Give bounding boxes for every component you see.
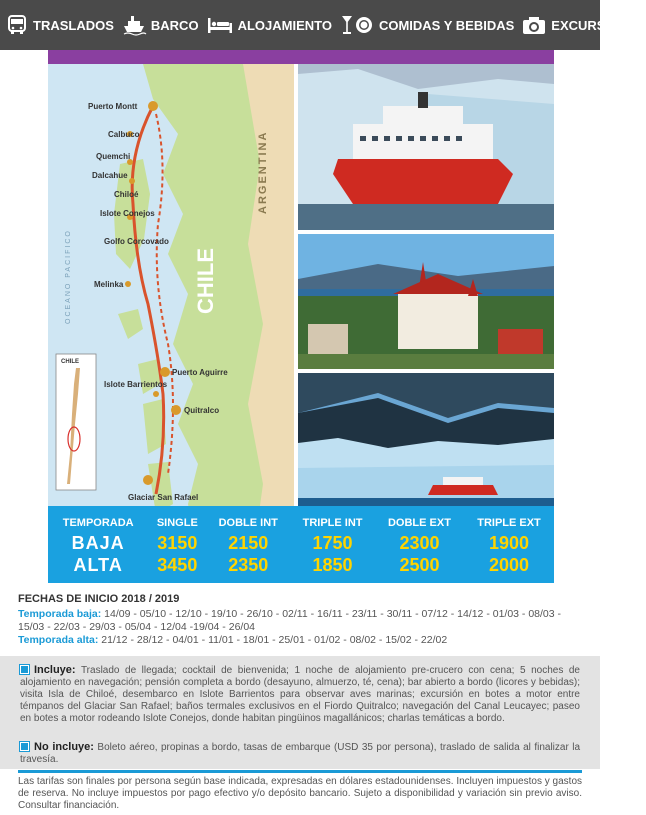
services-bar	[0, 0, 646, 50]
price-cell: 1850	[312, 554, 353, 575]
map-label-islote-barrientos: Islote Barrientos	[104, 380, 168, 389]
price-table	[48, 506, 554, 583]
low-season-dates	[18, 608, 588, 634]
nav-label: COMIDAS Y BEBIDAS	[378, 17, 515, 33]
nav-traslados[interactable]	[6, 14, 114, 36]
season-label: BAJA	[71, 532, 125, 553]
excludes-heading: No incluye:	[34, 741, 94, 753]
includes-heading: Incluye:	[34, 664, 76, 676]
map-label-chiloe: Chiloé	[114, 190, 139, 199]
price-cell: 2150	[228, 532, 269, 553]
price-cell: 2350	[228, 554, 269, 575]
price-cell: 1750	[312, 532, 353, 553]
map-label-chile: CHILE	[193, 248, 218, 314]
col-triple-ext: TRIPLE EXT	[477, 517, 541, 529]
map-label-dalcahue: Dalcahue	[92, 171, 128, 180]
inset-label: CHILE	[61, 359, 79, 365]
price-cell: 2000	[488, 554, 530, 575]
inclusions-box	[0, 656, 600, 769]
price-header-row	[48, 514, 554, 532]
bullet-icon	[20, 742, 29, 751]
map-label-argentina: ARGENTINA	[257, 130, 269, 214]
nav-label: BARCO	[150, 17, 199, 33]
col-temporada: TEMPORADA	[62, 517, 134, 529]
map-label-ocean: OCEANO PACIFICO	[65, 229, 72, 324]
nav-alojamiento[interactable]	[207, 15, 332, 35]
start-dates-title: FECHAS DE INICIO 2018 / 2019	[18, 593, 180, 605]
season-label: ALTA	[73, 554, 123, 575]
price-cell: 2300	[399, 532, 440, 553]
route-map-graphic	[48, 64, 294, 556]
bus-icon	[6, 14, 28, 36]
nav-label: EXCURSIONES	[551, 17, 646, 33]
includes-section	[20, 664, 580, 725]
price-cell: 3450	[157, 554, 198, 575]
nav-comidas[interactable]	[340, 14, 514, 36]
map-label-calbuco: Calbuco	[108, 130, 140, 139]
price-row-alta	[48, 554, 554, 576]
route-map	[48, 64, 294, 556]
excludes-text: Boleto aéreo, propinas a bordo, tasas de embarque (USD 35 por persona), traslado de salida al finalizar la travesía.	[20, 742, 581, 765]
church-photo	[298, 234, 554, 369]
dining-icon	[340, 14, 374, 36]
price-cell: 3150	[157, 532, 198, 553]
tour-card	[48, 50, 554, 583]
map-label-islote-conejos: Islote Conejos	[100, 209, 155, 218]
map-label-puerto-montt: Puerto Montt	[88, 102, 138, 111]
terms-footer: Las tarifas son finales por persona según base indicada, expresadas en dólares estadounidenses. Incluyen impuestos y gastos de reserva. No incluye impuestos por pago efectivo y/o depósito bancario. Sujeto a disponibilidad y variación sin previo aviso. Consultar financiación.	[18, 776, 582, 811]
price-cell: 2500	[399, 554, 440, 575]
col-single: SINGLE	[156, 517, 198, 529]
bed-icon	[207, 15, 233, 35]
map-label-puerto-aguirre: Puerto Aguirre	[172, 368, 228, 377]
start-dates	[18, 593, 588, 647]
nav-excursiones[interactable]	[522, 15, 646, 35]
col-doble-int: DOBLE INT	[218, 517, 278, 529]
price-row-baja	[48, 532, 554, 554]
ship-photo	[298, 64, 554, 230]
low-season-label: Temporada baja:	[18, 608, 102, 620]
low-season-list: 14/09 - 05/10 - 12/10 - 19/10 - 26/10 - 02/11 - 16/11 - 23/11 - 30/11 - 07/12 - 14/12 - 01/03 - 08/03 - 15/03 - 22/03 - 29/03 - 05/04 - 12/04 -19/04 - 26/04	[18, 608, 562, 633]
map-label-melinka: Melinka	[94, 280, 124, 289]
card-header-bar	[48, 50, 554, 64]
map-label-quitralco: Quitralco	[184, 406, 220, 415]
bullet-icon	[20, 665, 29, 674]
nav-barco[interactable]	[122, 14, 199, 36]
divider	[18, 770, 582, 773]
map-label-golfo: Golfo Corcovado	[104, 237, 169, 246]
map-label-glaciar: Glaciar San Rafael	[128, 493, 199, 502]
includes-text: Traslado de llegada; cocktail de bienvenida; 1 noche de alojamiento pre-crucero con cena; 5 noches de alojamiento en navegación; pensión completa a bordo (desayuno, almuerzo, té, cena); bar abierto a bordo (licores y bebidas); visita Isla de Chiloé, desembarco en Islote Barrientos para observar aves marinas; excursión en botes a motor entre témpanos del Glaciar San Rafael; baños termales exclusivos en el Fiordo Quitralco; navegación del Canal Leucayec; paseo en botes a motor rodeando Islote Conejos, donde habitan pingüinos magallánicos; charlas temáticas a bordo.	[20, 665, 580, 724]
col-triple-int: TRIPLE INT	[302, 517, 363, 529]
high-season-dates	[18, 634, 588, 647]
price-cell: 1900	[488, 532, 530, 553]
camera-icon	[522, 15, 546, 35]
nav-label: TRASLADOS	[33, 17, 114, 33]
map-label-quemchi: Quemchi	[96, 152, 131, 161]
col-doble-ext: DOBLE EXT	[387, 517, 451, 529]
excludes-section	[20, 741, 580, 766]
high-season-label: Temporada alta:	[18, 634, 99, 646]
nav-label: ALOJAMIENTO	[237, 17, 332, 33]
ship-icon	[122, 14, 146, 36]
high-season-list: 21/12 - 28/12 - 04/01 - 11/01 - 18/01 - 25/01 - 01/02 - 08/02 - 15/02 - 22/02	[101, 634, 448, 646]
